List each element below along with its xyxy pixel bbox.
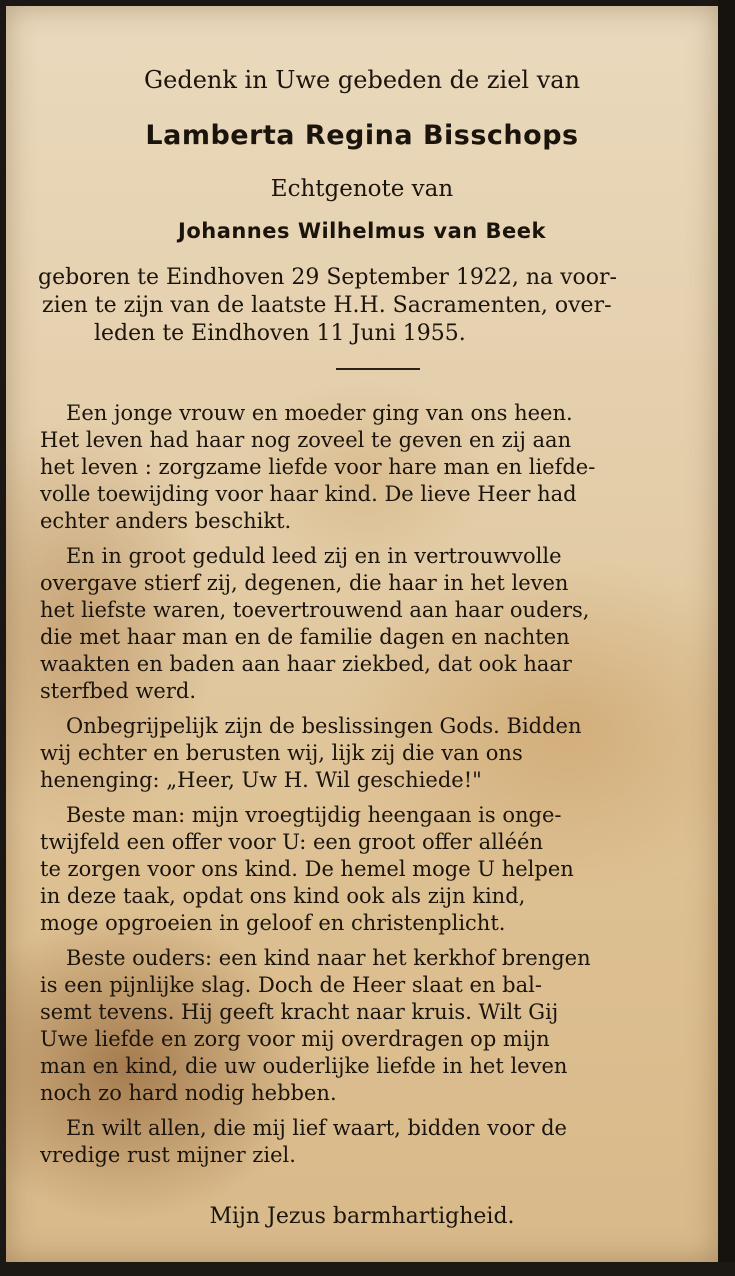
text-line: wij echter en berusten wij, lijk zij die van ons (40, 741, 523, 765)
text-line: is een pijnlijke slag. Doch de Heer slaat en bal- (40, 973, 542, 997)
text-line: twijfeld een offer voor U: een groot offer alléén (40, 830, 543, 854)
text-line: volle toewijding voor haar kind. De lieve Heer had (40, 482, 577, 506)
text-line: echter anders beschikt. (40, 509, 292, 533)
text-line: vredige rust mijner ziel. (40, 1143, 296, 1167)
text-line: moge opgroeien in geloof en christenplicht. (40, 911, 506, 935)
text-line: semt tevens. Hij geeft kracht naar kruis. Wilt Gij (40, 1000, 559, 1024)
text-line: Beste ouders: een kind naar het kerkhof brengen (66, 946, 591, 970)
memorial-card (6, 6, 718, 1262)
text-line: te zorgen voor ons kind. De hemel moge U helpen (40, 857, 574, 881)
card-edge-right (718, 0, 735, 1276)
text-line: Het leven had haar nog zoveel te geven en zij aan (40, 428, 572, 452)
text-line: sterfbed werd. (40, 679, 197, 703)
deceased-name: Lamberta Regina Bisschops (145, 120, 579, 151)
card-edge-bottom (0, 1262, 735, 1276)
text-line: het liefste waren, toevertrouwend aan haar ouders, (40, 598, 590, 622)
text-line: Uwe liefde en zorg voor mij overdragen op mijn (40, 1027, 550, 1051)
text-line: het leven : zorgzame liefde voor hare man en liefde- (40, 455, 596, 479)
text-line: Beste man: mijn vroegtijdig heengaan is onge- (66, 803, 562, 827)
text-line: Onbegrijpelijk zijn de beslissingen Gods. Bidden (66, 714, 582, 738)
text-line: henenging: „Heer, Uw H. Wil geschiede!" (40, 768, 482, 792)
spouse-label: Echtgenote van (270, 176, 454, 202)
text-line: man en kind, die uw ouderlijke liefde in het leven (40, 1054, 568, 1078)
birth-line: leden te Eindhoven 11 Juni 1955. (94, 321, 466, 346)
text-line: die met haar man en de familie dagen en nachten (40, 625, 570, 649)
text-line: noch zo hard nodig hebben. (40, 1081, 337, 1105)
separator-rule (336, 368, 420, 370)
text-line: Een jonge vrouw en moeder ging van ons heen. (66, 401, 573, 425)
text-line: En in groot geduld leed zij en in vertrouwvolle (66, 544, 562, 568)
closing-prayer: Mijn Jezus barmhartigheid. (209, 1204, 515, 1229)
birth-line: zien te zijn van de laatste H.H. Sacramenten, over- (42, 293, 612, 318)
text-line: in deze taak, opdat ons kind ook als zijn kind, (40, 884, 526, 908)
spouse-name: Johannes Wilhelmus van Beek (178, 219, 546, 243)
text-line: overgave stierf zij, degenen, die haar in het leven (40, 571, 569, 595)
text-line: En wilt allen, die mij lief waart, bidden voor de (66, 1116, 567, 1140)
intro-line: Gedenk in Uwe gebeden de ziel van (143, 66, 581, 94)
birth-line: geboren te Eindhoven 29 September 1922, na voor- (38, 265, 617, 290)
text-line: waakten en baden aan haar ziekbed, dat ook haar (40, 652, 572, 676)
